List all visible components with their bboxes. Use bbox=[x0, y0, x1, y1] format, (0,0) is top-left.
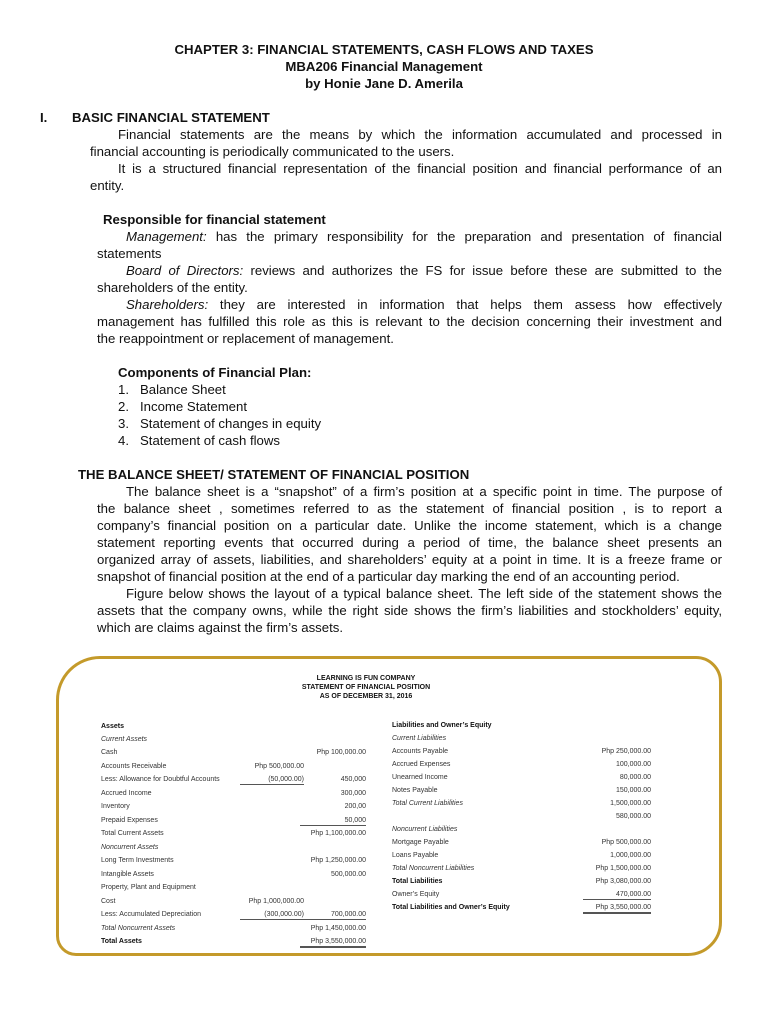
list-item: Statement of changes in equity bbox=[140, 416, 322, 431]
ar-value: Php 500,000.00 bbox=[254, 763, 304, 770]
paragraph-line: financial accounting is periodically communicated to the users. bbox=[90, 144, 455, 159]
paragraph-line: The balance sheet is a “snapshot” of a firm’s position at a specific point in time. The purpose of bbox=[126, 484, 722, 499]
tca-value: Php 1,100,000.00 bbox=[310, 830, 366, 837]
list-number: 1. bbox=[118, 382, 129, 397]
list-number: 4. bbox=[118, 433, 129, 448]
management-text: has the primary responsibility for the preparation and presentation of financial bbox=[206, 229, 722, 244]
cost-value: Php 1,000,000.00 bbox=[248, 898, 304, 905]
responsible-heading: Responsible for financial statement bbox=[103, 212, 326, 227]
paragraph-line: Figure below shows the layout of a typical balance sheet. The left side of the statement shows the bbox=[126, 586, 722, 601]
ppe-label: Property, Plant and Equipment bbox=[101, 884, 196, 891]
figure-company: LEARNING IS FUN COMPANY bbox=[316, 675, 416, 682]
assets-heading: Assets bbox=[101, 723, 124, 730]
tnca-label: Total Noncurrent Assets bbox=[101, 925, 176, 932]
shareholders-text: they are interested in information that helps them assess how effectively bbox=[208, 297, 722, 312]
prepaid-label: Prepaid Expenses bbox=[101, 817, 158, 824]
ap-value: Php 250,000.00 bbox=[601, 748, 651, 755]
tcl-value: 1,500,000.00 bbox=[610, 800, 651, 807]
board-label: Board of Directors: bbox=[126, 263, 244, 278]
inventory-value: 200,00 bbox=[344, 803, 366, 810]
owners-equity-label: Owner’s Equity bbox=[392, 891, 440, 898]
list-item: Income Statement bbox=[140, 399, 248, 414]
paragraph-line: organized array of assets, liabilities, and shareholders’ equity at a point in time. It is a freeze frame or bbox=[97, 552, 722, 567]
tloe-label: Total Liabilities and Owner’s Equity bbox=[392, 904, 510, 911]
accrued-expenses-value: 100,000.00 bbox=[615, 761, 651, 768]
noncurrent-liabilities-label: Noncurrent Liabilities bbox=[392, 826, 458, 833]
section-numeral: I. bbox=[40, 110, 48, 125]
ar-label: Accounts Receivable bbox=[101, 763, 167, 770]
prepaid-value: 50,000 bbox=[300, 816, 366, 826]
ap-label: Accounts Payable bbox=[392, 748, 449, 755]
figure-date: AS OF DECEMBER 31, 2016 bbox=[319, 693, 413, 700]
paragraph-line: management has fulfilled this role as this is relevant to the decision concerning their investment and bbox=[97, 314, 722, 329]
loans-label: Loans Payable bbox=[392, 852, 439, 859]
mortgage-value: Php 500,000.00 bbox=[601, 839, 651, 846]
cost-label: Cost bbox=[101, 898, 116, 905]
allowance-net: 450,000 bbox=[340, 776, 366, 783]
allowance-label: Less: Allowance for Doubtful Accounts bbox=[101, 776, 220, 783]
lti-label: Long Term Investments bbox=[101, 857, 174, 864]
figure-statement-title: STATEMENT OF FINANCIAL POSITION bbox=[301, 684, 431, 691]
depreciation-value: (300,000.00) bbox=[240, 910, 304, 920]
inventory-label: Inventory bbox=[101, 803, 130, 810]
components-heading: Components of Financial Plan: bbox=[118, 365, 312, 380]
intangible-label: Intangible Assets bbox=[101, 871, 154, 878]
balance-sheet-heading: THE BALANCE SHEET/ STATEMENT OF FINANCIAL POSITION bbox=[78, 467, 470, 482]
accrued-income-value: 300,000 bbox=[340, 790, 366, 797]
liabilities-heading: Liabilities and Owner’s Equity bbox=[392, 722, 492, 729]
paragraph-line: company’s financial position on a particular date. Unlike the income statement, which is a change bbox=[97, 518, 722, 533]
course-title: MBA206 Financial Management bbox=[285, 59, 483, 74]
total-liabilities-value: Php 3,080,000.00 bbox=[595, 878, 651, 885]
section-heading: BASIC FINANCIAL STATEMENT bbox=[72, 110, 270, 125]
list-item: Statement of cash flows bbox=[140, 433, 281, 448]
owners-equity-value: 470,000.00 bbox=[583, 890, 651, 900]
allowance-value: (50,000.00) bbox=[240, 775, 304, 785]
tnca-value: Php 1,450,000.00 bbox=[310, 925, 366, 932]
management-line bbox=[126, 228, 722, 245]
intangible-value: 500,000.00 bbox=[330, 871, 366, 878]
lti-value: Php 1,250,000.00 bbox=[310, 857, 366, 864]
depreciation-label: Less: Accumulated Depreciation bbox=[101, 911, 201, 918]
paragraph-line: snapshot of financial position at the end of a particular day marking the end of an accounting period. bbox=[97, 569, 680, 584]
notes-label: Notes Payable bbox=[392, 787, 438, 794]
paragraph-line: statement reporting events that occurred during a period of time, the balance sheet presents an bbox=[97, 535, 722, 550]
shareholders-line bbox=[126, 296, 722, 313]
management-label: Management: bbox=[126, 229, 207, 244]
paragraph-line: statements bbox=[97, 246, 162, 261]
accrued-income-label: Accrued Income bbox=[101, 790, 152, 797]
tcl-label: Total Current Liabilities bbox=[392, 800, 463, 807]
list-number: 3. bbox=[118, 416, 129, 431]
tca-label: Total Current Assets bbox=[101, 830, 164, 837]
current-liabilities-label: Current Liabilities bbox=[392, 735, 447, 742]
mortgage-label: Mortgage Payable bbox=[392, 839, 449, 846]
cash-value: Php 100,000.00 bbox=[316, 749, 366, 756]
tncl-label: Total Noncurrent Liabilities bbox=[392, 865, 475, 872]
paragraph-line: assets that the company owns, while the right side shows the firm’s liabilities and stockholders’ equity, bbox=[97, 603, 722, 618]
tncl-value: Php 1,500,000.00 bbox=[595, 865, 651, 872]
tloe-value: Php 3,550,000.00 bbox=[583, 903, 651, 914]
unearned-value: 80,000.00 bbox=[619, 774, 651, 781]
total-assets-value: Php 3,550,000.00 bbox=[300, 937, 366, 948]
shareholders-label: Shareholders: bbox=[126, 297, 209, 312]
paragraph-line: the reappointment or replacement of management. bbox=[97, 331, 394, 346]
total-assets-label: Total Assets bbox=[101, 938, 142, 945]
loans-value: 1,000,000.00 bbox=[610, 852, 651, 859]
board-line bbox=[126, 262, 722, 279]
board-text: reviews and authorizes the FS for issue before these are submitted to the bbox=[243, 263, 723, 278]
depreciation-net: 700,000.00 bbox=[300, 910, 366, 920]
extra-value: 580,000.00 bbox=[615, 813, 651, 820]
current-assets-label: Current Assets bbox=[101, 736, 148, 743]
unearned-label: Unearned Income bbox=[392, 774, 448, 781]
cash-label: Cash bbox=[101, 749, 118, 756]
accrued-expenses-label: Accrued Expenses bbox=[392, 761, 451, 768]
total-liabilities-label: Total Liabilities bbox=[392, 878, 443, 885]
list-item: Balance Sheet bbox=[140, 382, 226, 397]
list-number: 2. bbox=[118, 399, 129, 414]
paragraph-line: It is a structured financial representation of the financial position and financial performance of an bbox=[118, 161, 722, 176]
chapter-title: CHAPTER 3: FINANCIAL STATEMENTS, CASH FLOWS AND TAXES bbox=[174, 42, 594, 57]
paragraph-line: Financial statements are the means by which the information accumulated and processed in bbox=[118, 127, 722, 142]
paragraph-line: the balance sheet , sometimes referred to as the statement of financial position , is to report a bbox=[97, 501, 722, 516]
paragraph-line: shareholders of the entity. bbox=[97, 280, 248, 295]
paragraph-line: entity. bbox=[90, 178, 125, 193]
notes-value: 150,000.00 bbox=[615, 787, 651, 794]
author-line: by Honie Jane D. Amerila bbox=[305, 76, 463, 91]
paragraph-line: which are claims against the firm’s assets. bbox=[97, 620, 344, 635]
noncurrent-assets-label: Noncurrent Assets bbox=[101, 844, 159, 851]
